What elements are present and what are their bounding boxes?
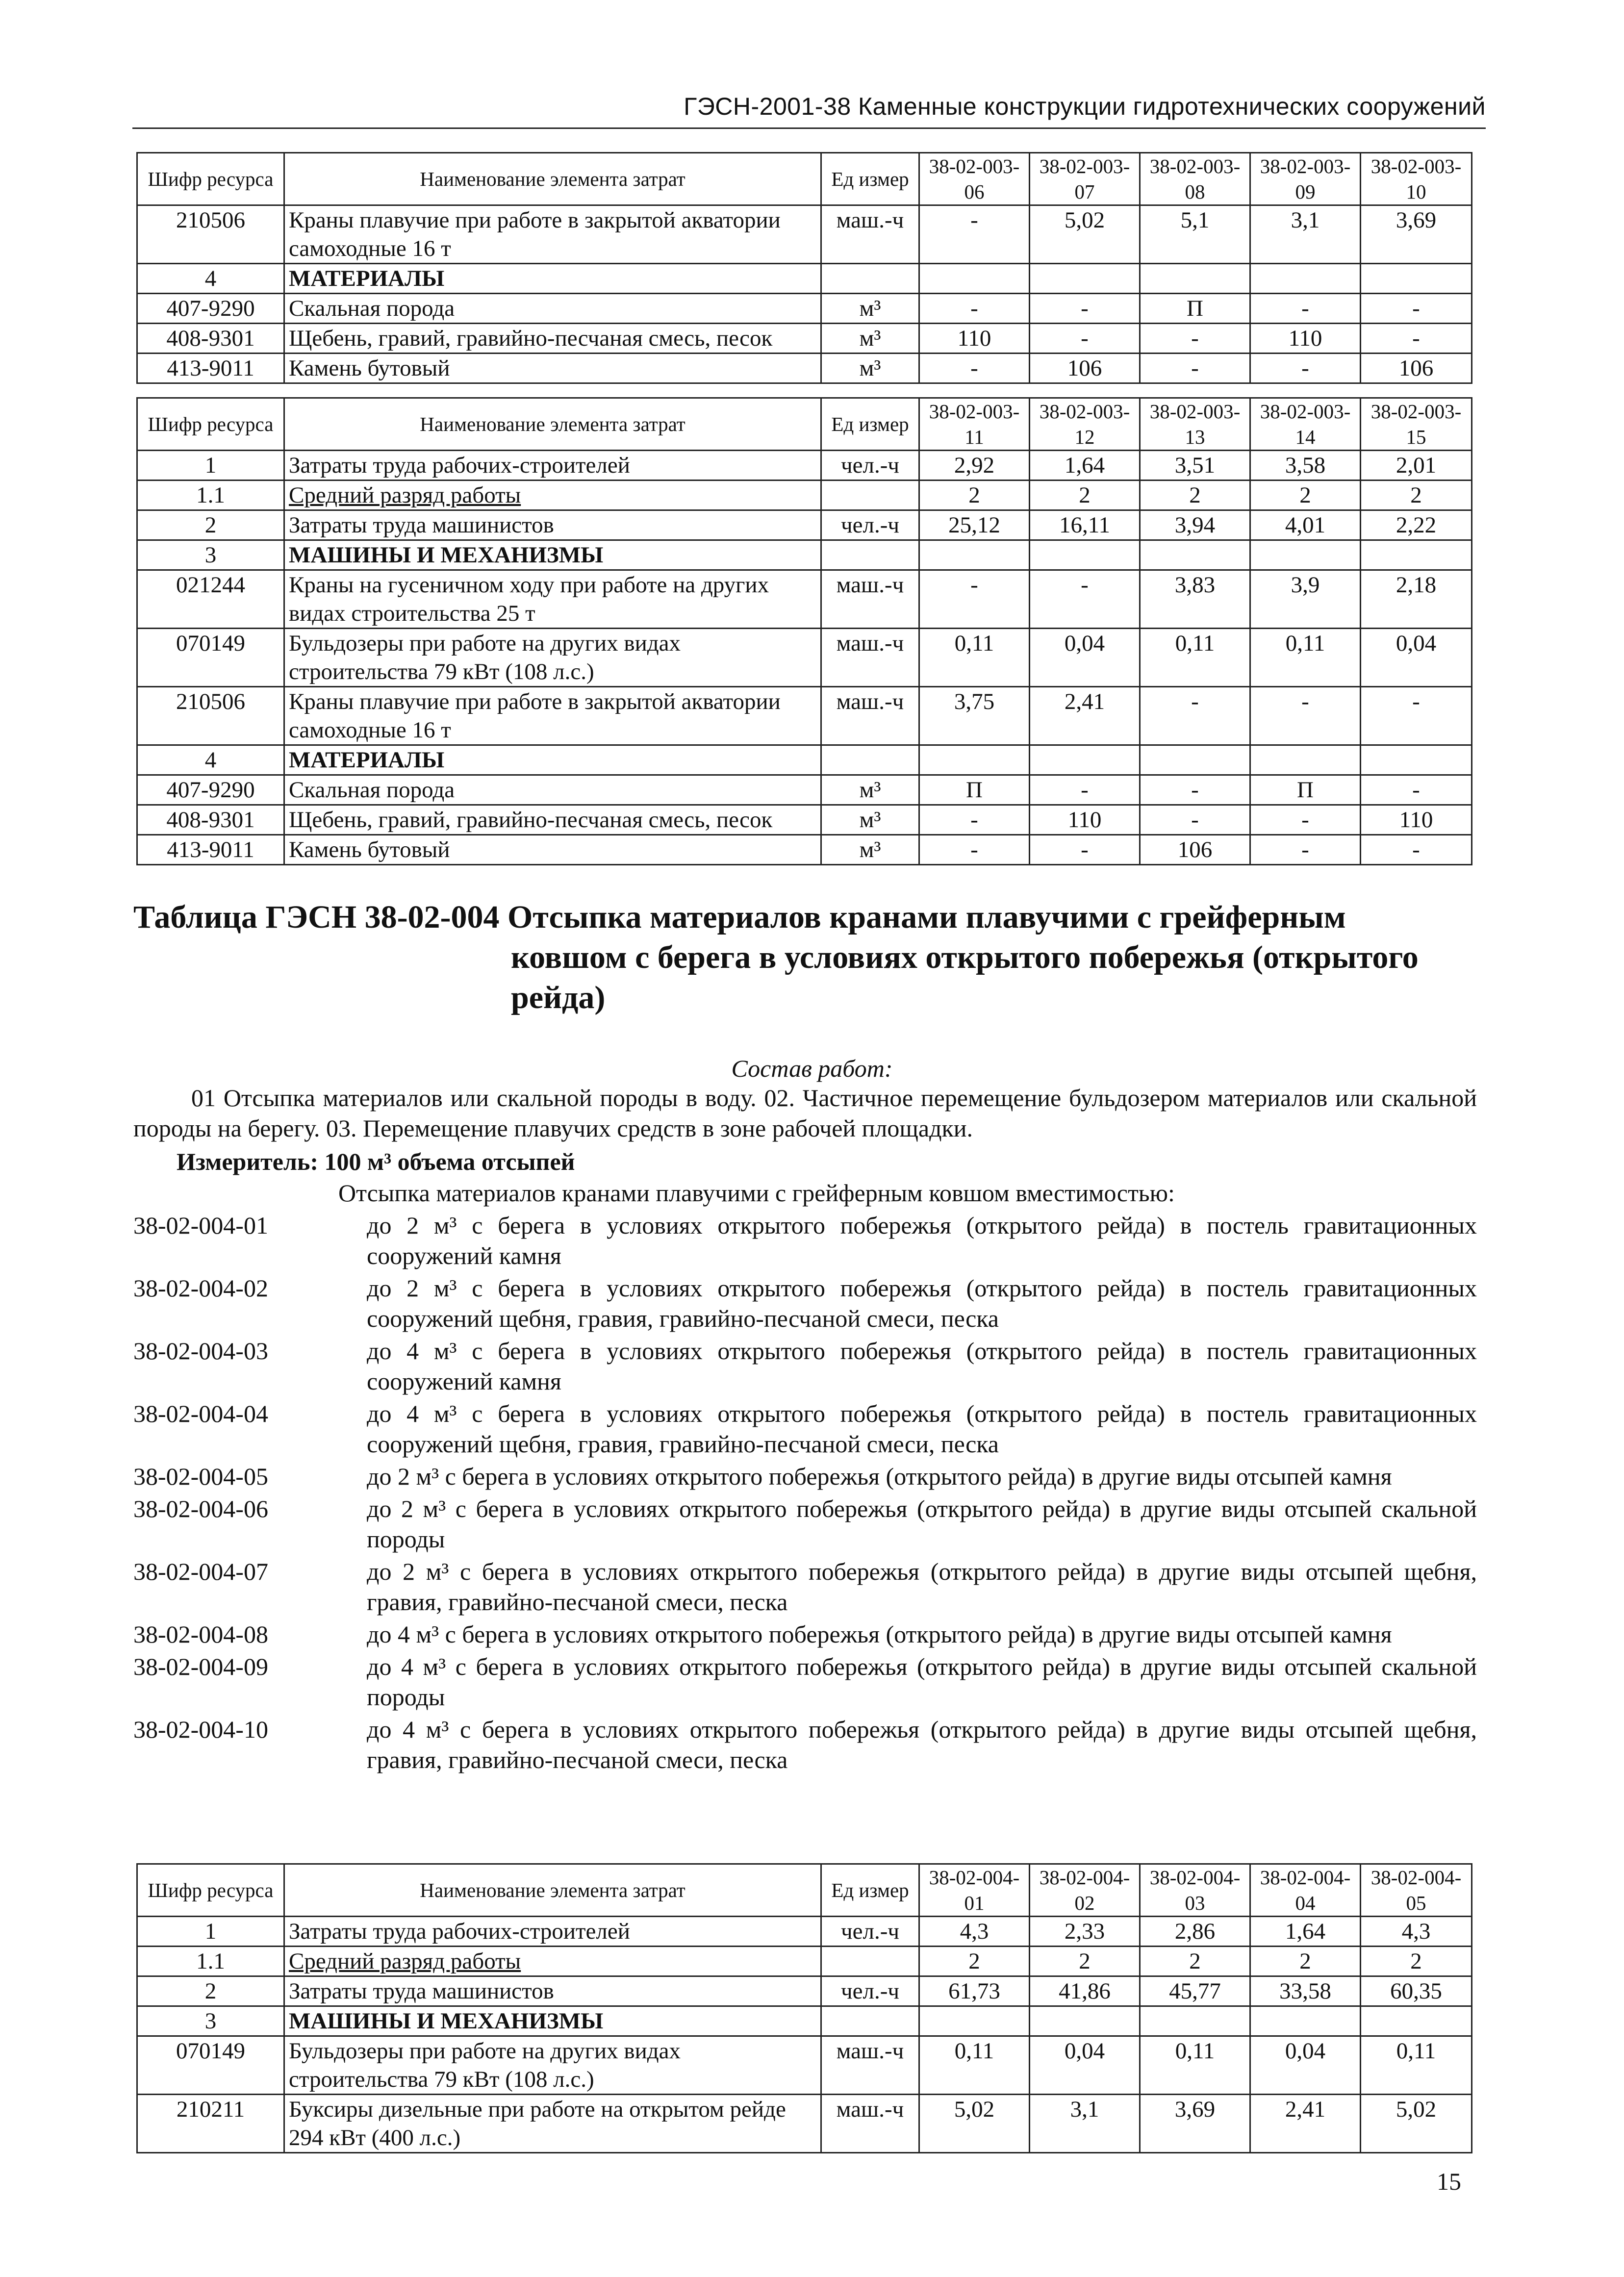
- resource-value: [1140, 264, 1250, 294]
- resource-value: 3,1: [1030, 2095, 1140, 2153]
- resource-value: 106: [1361, 354, 1472, 383]
- norm-item: [133, 1714, 1477, 1775]
- resource-unit: маш.-ч: [821, 687, 919, 745]
- resource-row: [137, 205, 1472, 264]
- resource-value: -: [1030, 835, 1140, 865]
- resource-value: -: [919, 354, 1030, 383]
- norm-item-text: до 4 м³ с берега в условиях открытого побережья (открытого рейда) в другие виды отсыпей щебня, гравия, гравийно-песчаной смеси, песка: [367, 1716, 1477, 1773]
- resource-value: 16,11: [1030, 510, 1140, 540]
- resource-row: [137, 354, 1472, 383]
- resource-value: 5,1: [1140, 205, 1250, 264]
- norm-item: [133, 1336, 1477, 1396]
- resource-value: 106: [1030, 354, 1140, 383]
- unit-column-header: Ед измер: [821, 1864, 919, 1917]
- resource-code: 4: [137, 745, 284, 775]
- norm-item-text: до 4 м³ с берега в условиях открытого побережья (открытого рейда) в постель гравитационных сооружений щебня, гравия, гравийно-песчаной смеси, песка: [367, 1400, 1477, 1458]
- resource-value: [1030, 745, 1140, 775]
- resource-value: 2: [1361, 1947, 1472, 1976]
- resource-value: 4,3: [919, 1917, 1030, 1947]
- norm-item-text: до 2 м³ с берега в условиях открытого побережья (открытого рейда) в постель гравитационных сооружений щебня, гравия, гравийно-песчаной смеси, песка: [367, 1274, 1477, 1332]
- resource-value: [1361, 745, 1472, 775]
- resource-value: -: [1030, 570, 1140, 629]
- resource-code: 1: [137, 451, 284, 481]
- resource-table-2: [136, 397, 1472, 865]
- resource-value: [1140, 540, 1250, 570]
- resource-code: 413-9011: [137, 354, 284, 383]
- resource-value: 2: [1250, 1947, 1361, 1976]
- resource-name: Краны плавучие при работе в закрытой акватории самоходные 16 т: [284, 205, 821, 264]
- resource-row: [137, 451, 1472, 481]
- resource-code: 210506: [137, 205, 284, 264]
- norm-column-header: 38-02-003-15: [1361, 398, 1472, 451]
- resource-value: -: [1140, 354, 1250, 383]
- resource-unit: [821, 540, 919, 570]
- norm-item-code: 38-02-004-05: [133, 1463, 268, 1490]
- resource-code: 2: [137, 1976, 284, 2006]
- resource-value: 110: [1030, 805, 1140, 835]
- resource-code: 408-9301: [137, 324, 284, 354]
- resource-value: -: [1140, 324, 1250, 354]
- norm-column-header: 38-02-004-02: [1030, 1864, 1140, 1917]
- resource-name: Затраты труда машинистов: [284, 510, 821, 540]
- section-row: [137, 540, 1472, 570]
- resource-value: -: [1140, 775, 1250, 805]
- resource-value: [919, 540, 1030, 570]
- resource-value: [1361, 264, 1472, 294]
- resource-name: Щебень, гравий, гравийно-песчаная смесь, песок: [284, 324, 821, 354]
- resource-value: 60,35: [1361, 1976, 1472, 2006]
- header-row: [137, 1864, 1472, 1917]
- resource-unit: м³: [821, 294, 919, 324]
- norm-item-text: до 2 м³ с берега в условиях открытого побережья (открытого рейда) в постель гравитационных сооружений камня: [367, 1212, 1477, 1269]
- resource-value: 2: [1140, 481, 1250, 510]
- norm-item-text: до 2 м³ с берега в условиях открытого побережья (открытого рейда) в другие виды отсыпей камня: [367, 1463, 1392, 1490]
- resource-code: 1: [137, 1917, 284, 1947]
- resource-value: [919, 2006, 1030, 2036]
- resource-unit: маш.-ч: [821, 2036, 919, 2095]
- resource-value: 3,51: [1140, 451, 1250, 481]
- norm-column-header: 38-02-003-08: [1140, 153, 1250, 205]
- norm-item: [133, 1651, 1477, 1712]
- work-composition-text: 01 Отсыпка материалов или скальной породы в воду. 02. Частичное перемещение бульдозером материалов или скальной породы на берегу. 03. Перемещение плавучих средств в зоне рабочей площадки.: [133, 1084, 1477, 1142]
- resource-value: 1,64: [1030, 451, 1140, 481]
- resource-unit: [821, 2006, 919, 2036]
- norm-column-header: 38-02-003-11: [919, 398, 1030, 451]
- resource-value: 2: [1361, 481, 1472, 510]
- norm-column-header: 38-02-004-05: [1361, 1864, 1472, 1917]
- resource-name: Камень бутовый: [284, 835, 821, 865]
- resource-value: [1361, 540, 1472, 570]
- resource-unit: чел.-ч: [821, 1917, 919, 1947]
- resource-value: 2,41: [1250, 2095, 1361, 2153]
- page-number: 15: [1437, 2168, 1461, 2195]
- resource-name: Затраты труда рабочих-строителей: [284, 451, 821, 481]
- resource-value: -: [1250, 805, 1361, 835]
- resource-row: [137, 510, 1472, 540]
- norm-item: [133, 1398, 1477, 1459]
- norm-item-code: 38-02-004-08: [133, 1620, 268, 1648]
- norm-item-text: до 4 м³ с берега в условиях открытого побережья (открытого рейда) в постель гравитационных сооружений камня: [367, 1337, 1477, 1395]
- resource-table-3: [136, 1863, 1472, 2153]
- resource-value: -: [1250, 835, 1361, 865]
- resource-value: 0,04: [1361, 629, 1472, 687]
- norm-column-header: 38-02-003-09: [1250, 153, 1361, 205]
- resource-code: 408-9301: [137, 805, 284, 835]
- items-intro: Отсыпка материалов кранами плавучими с грейферным ковшом вместимостью:: [338, 1179, 1175, 1207]
- resource-value: -: [1140, 805, 1250, 835]
- resource-value: -: [1250, 294, 1361, 324]
- resource-value: 3,75: [919, 687, 1030, 745]
- norm-item-text: до 2 м³ с берега в условиях открытого побережья (открытого рейда) в другие виды отсыпей скальной породы: [367, 1495, 1477, 1553]
- resource-value: 2,18: [1361, 570, 1472, 629]
- resource-row: [137, 805, 1472, 835]
- resource-code: 1.1: [137, 481, 284, 510]
- resource-value: [1140, 2006, 1250, 2036]
- norm-item: [133, 1210, 1477, 1271]
- resource-value: -: [1030, 324, 1140, 354]
- resource-row: [137, 294, 1472, 324]
- norm-items-list: [133, 1210, 1477, 1777]
- resource-value: 0,11: [1250, 629, 1361, 687]
- resource-unit: м³: [821, 354, 919, 383]
- resource-value: 110: [1250, 324, 1361, 354]
- resource-value: 2,92: [919, 451, 1030, 481]
- resource-row: [137, 324, 1472, 354]
- resource-value: 3,58: [1250, 451, 1361, 481]
- resource-value: [1030, 540, 1140, 570]
- resource-name: Средний разряд работы: [284, 481, 821, 510]
- norm-item: [133, 1273, 1477, 1334]
- resource-name: Камень бутовый: [284, 354, 821, 383]
- resource-unit: м³: [821, 324, 919, 354]
- resource-value: 106: [1140, 835, 1250, 865]
- section-title: МАШИНЫ И МЕХАНИЗМЫ: [284, 2006, 821, 2036]
- section-title: МАШИНЫ И МЕХАНИЗМЫ: [284, 540, 821, 570]
- unit-column-header: Ед измер: [821, 153, 919, 205]
- resource-unit: м³: [821, 775, 919, 805]
- norm-item-code: 38-02-004-06: [133, 1495, 268, 1522]
- resource-value: 110: [1361, 805, 1472, 835]
- norm-item-text: до 4 м³ с берега в условиях открытого побережья (открытого рейда) в другие виды отсыпей камня: [367, 1620, 1392, 1648]
- norm-column-header: 38-02-004-03: [1140, 1864, 1250, 1917]
- resource-row: [137, 775, 1472, 805]
- resource-unit: [821, 1947, 919, 1976]
- resource-value: 0,11: [1140, 2036, 1250, 2095]
- resource-value: 2: [919, 481, 1030, 510]
- resource-value: -: [1030, 294, 1140, 324]
- resource-value: 0,11: [1140, 629, 1250, 687]
- resource-value: [1250, 264, 1361, 294]
- resource-value: -: [1361, 324, 1472, 354]
- resource-value: 2,86: [1140, 1917, 1250, 1947]
- resource-unit: м³: [821, 805, 919, 835]
- resource-value: -: [1140, 687, 1250, 745]
- resource-code: 407-9290: [137, 294, 284, 324]
- code-column-header: Шифр ресурса: [137, 1864, 284, 1917]
- resource-value: 2: [1140, 1947, 1250, 1976]
- resource-row: [137, 2036, 1472, 2095]
- resource-value: [1250, 540, 1361, 570]
- norm-item-text: до 4 м³ с берега в условиях открытого побережья (открытого рейда) в другие виды отсыпей скальной породы: [367, 1653, 1477, 1711]
- work-composition-heading: Состав работ:: [731, 1055, 893, 1082]
- norm-item-code: 38-02-004-01: [133, 1212, 268, 1239]
- resource-value: 2,22: [1361, 510, 1472, 540]
- resource-value: 110: [919, 324, 1030, 354]
- resource-value: П: [919, 775, 1030, 805]
- norm-item-code: 38-02-004-04: [133, 1400, 268, 1427]
- resource-value: -: [919, 570, 1030, 629]
- resource-value: 3,9: [1250, 570, 1361, 629]
- resource-value: [1140, 745, 1250, 775]
- resource-unit: маш.-ч: [821, 629, 919, 687]
- resource-code: 3: [137, 2006, 284, 2036]
- resource-code: 2: [137, 510, 284, 540]
- resource-value: -: [919, 805, 1030, 835]
- unit-column-header: Ед измер: [821, 398, 919, 451]
- resource-value: 4,01: [1250, 510, 1361, 540]
- resource-code: 407-9290: [137, 775, 284, 805]
- section-row: [137, 264, 1472, 294]
- running-header: ГЭСН-2001-38 Каменные конструкции гидротехнических сооружений: [684, 93, 1486, 120]
- resource-value: 3,94: [1140, 510, 1250, 540]
- resource-row: [137, 1947, 1472, 1976]
- resource-code: 3: [137, 540, 284, 570]
- resource-unit: чел.-ч: [821, 1976, 919, 2006]
- resource-value: 0,04: [1030, 629, 1140, 687]
- norm-item-code: 38-02-004-10: [133, 1716, 268, 1743]
- resource-value: 3,83: [1140, 570, 1250, 629]
- resource-value: -: [919, 835, 1030, 865]
- measure-line: [177, 1147, 575, 1176]
- norm-column-header: 38-02-004-04: [1250, 1864, 1361, 1917]
- resource-name: Бульдозеры при работе на других видах строительства 79 кВт (108 л.с.): [284, 629, 821, 687]
- resource-value: 45,77: [1140, 1976, 1250, 2006]
- norm-column-header: 38-02-003-06: [919, 153, 1030, 205]
- resource-value: 5,02: [919, 2095, 1030, 2153]
- resource-name: Скальная порода: [284, 775, 821, 805]
- norm-item-code: 38-02-004-07: [133, 1558, 268, 1585]
- resource-unit: чел.-ч: [821, 451, 919, 481]
- resource-row: [137, 687, 1472, 745]
- resource-value: 0,04: [1250, 2036, 1361, 2095]
- resource-name: Затраты труда машинистов: [284, 1976, 821, 2006]
- resource-value: [1030, 2006, 1140, 2036]
- resource-value: [1250, 2006, 1361, 2036]
- name-column-header: Наименование элемента затрат: [284, 153, 821, 205]
- norm-item: [133, 1556, 1477, 1617]
- norm-column-header: 38-02-003-07: [1030, 153, 1140, 205]
- resource-unit: [821, 745, 919, 775]
- resource-value: -: [1250, 354, 1361, 383]
- resource-row: [137, 2095, 1472, 2153]
- resource-name: Буксиры дизельные при работе на открытом рейде 294 кВт (400 л.с.): [284, 2095, 821, 2153]
- norm-item-text: до 2 м³ с берега в условиях открытого побережья (открытого рейда) в другие виды отсыпей щебня, гравия, гравийно-песчаной смеси, песка: [367, 1558, 1477, 1616]
- resource-value: [919, 264, 1030, 294]
- resource-unit: [821, 481, 919, 510]
- resource-value: [919, 745, 1030, 775]
- resource-name: Щебень, гравий, гравийно-песчаная смесь, песок: [284, 805, 821, 835]
- norm-item-code: 38-02-004-03: [133, 1337, 268, 1365]
- resource-name: Скальная порода: [284, 294, 821, 324]
- resource-name: Средний разряд работы: [284, 1947, 821, 1976]
- resource-value: -: [1361, 294, 1472, 324]
- resource-value: 41,86: [1030, 1976, 1140, 2006]
- norm-item: [133, 1461, 1477, 1492]
- resource-value: 0,11: [919, 629, 1030, 687]
- norm-item-code: 38-02-004-09: [133, 1653, 268, 1680]
- resource-name: Краны на гусеничном ходу при работе на других видах строительства 25 т: [284, 570, 821, 629]
- resource-value: 3,1: [1250, 205, 1361, 264]
- norm-column-header: 38-02-003-12: [1030, 398, 1140, 451]
- resource-code: 210211: [137, 2095, 284, 2153]
- section-row: [137, 745, 1472, 775]
- resource-value: -: [1250, 687, 1361, 745]
- resource-value: 0,04: [1030, 2036, 1140, 2095]
- resource-code: 021244: [137, 570, 284, 629]
- code-column-header: Шифр ресурса: [137, 398, 284, 451]
- resource-value: 3,69: [1361, 205, 1472, 264]
- resource-value: 0,11: [919, 2036, 1030, 2095]
- table-title-line-2: ковшом с берега в условиях открытого побережья (открытого рейда): [511, 939, 1419, 1015]
- name-column-header: Наименование элемента затрат: [284, 1864, 821, 1917]
- resource-value: -: [1030, 775, 1140, 805]
- resource-code: 1.1: [137, 1947, 284, 1976]
- resource-value: 5,02: [1361, 2095, 1472, 2153]
- resource-unit: м³: [821, 835, 919, 865]
- resource-row: [137, 570, 1472, 629]
- resource-value: 3,69: [1140, 2095, 1250, 2153]
- resource-code: 413-9011: [137, 835, 284, 865]
- norm-item: [133, 1619, 1477, 1649]
- resource-value: 2: [1250, 481, 1361, 510]
- resource-row: [137, 835, 1472, 865]
- header-rule: [132, 127, 1486, 129]
- resource-value: -: [1361, 775, 1472, 805]
- resource-unit: [821, 264, 919, 294]
- measure-value: 100 м³ объема отсыпей: [324, 1148, 575, 1175]
- resource-value: [1030, 264, 1140, 294]
- resource-value: 5,02: [1030, 205, 1140, 264]
- resource-value: 2: [1030, 1947, 1140, 1976]
- resource-value: 0,11: [1361, 2036, 1472, 2095]
- resource-value: 2,01: [1361, 451, 1472, 481]
- resource-name: Краны плавучие при работе в закрытой акватории самоходные 16 т: [284, 687, 821, 745]
- resource-code: 070149: [137, 629, 284, 687]
- resource-value: П: [1140, 294, 1250, 324]
- resource-value: [1361, 2006, 1472, 2036]
- norm-column-header: 38-02-003-10: [1361, 153, 1472, 205]
- resource-value: -: [1361, 835, 1472, 865]
- resource-value: 2: [1030, 481, 1140, 510]
- resource-value: 2,41: [1030, 687, 1140, 745]
- resource-value: [1250, 745, 1361, 775]
- name-column-header: Наименование элемента затрат: [284, 398, 821, 451]
- resource-row: [137, 1976, 1472, 2006]
- resource-unit: маш.-ч: [821, 2095, 919, 2153]
- table-title: [133, 897, 1477, 1018]
- resource-code: 4: [137, 264, 284, 294]
- resource-value: -: [919, 294, 1030, 324]
- resource-value: 2: [919, 1947, 1030, 1976]
- resource-code: 070149: [137, 2036, 284, 2095]
- norm-column-header: 38-02-003-14: [1250, 398, 1361, 451]
- resource-table-1: [136, 152, 1472, 384]
- norm-column-header: 38-02-004-01: [919, 1864, 1030, 1917]
- measure-label: Измеритель:: [177, 1148, 319, 1175]
- resource-unit: маш.-ч: [821, 570, 919, 629]
- section-title: МАТЕРИАЛЫ: [284, 264, 821, 294]
- norm-item: [133, 1493, 1477, 1554]
- resource-unit: чел.-ч: [821, 510, 919, 540]
- header-row: [137, 153, 1472, 205]
- section-row: [137, 2006, 1472, 2036]
- norm-item-code: 38-02-004-02: [133, 1274, 268, 1302]
- resource-value: -: [919, 205, 1030, 264]
- header-row: [137, 398, 1472, 451]
- resource-value: 33,58: [1250, 1976, 1361, 2006]
- resource-value: 2,33: [1030, 1917, 1140, 1947]
- resource-value: П: [1250, 775, 1361, 805]
- resource-name: Бульдозеры при работе на других видах строительства 79 кВт (108 л.с.): [284, 2036, 821, 2095]
- resource-value: 1,64: [1250, 1917, 1361, 1947]
- resource-row: [137, 1917, 1472, 1947]
- resource-row: [137, 629, 1472, 687]
- resource-unit: маш.-ч: [821, 205, 919, 264]
- resource-name: Затраты труда рабочих-строителей: [284, 1917, 821, 1947]
- resource-value: 61,73: [919, 1976, 1030, 2006]
- resource-row: [137, 481, 1472, 510]
- norm-column-header: 38-02-003-13: [1140, 398, 1250, 451]
- resource-value: 4,3: [1361, 1917, 1472, 1947]
- section-title: МАТЕРИАЛЫ: [284, 745, 821, 775]
- table-title-line-1: Таблица ГЭСН 38-02-004 Отсыпка материалов кранами плавучими с грейферным: [133, 899, 1346, 935]
- resource-code: 210506: [137, 687, 284, 745]
- resource-value: -: [1361, 687, 1472, 745]
- code-column-header: Шифр ресурса: [137, 153, 284, 205]
- resource-value: 25,12: [919, 510, 1030, 540]
